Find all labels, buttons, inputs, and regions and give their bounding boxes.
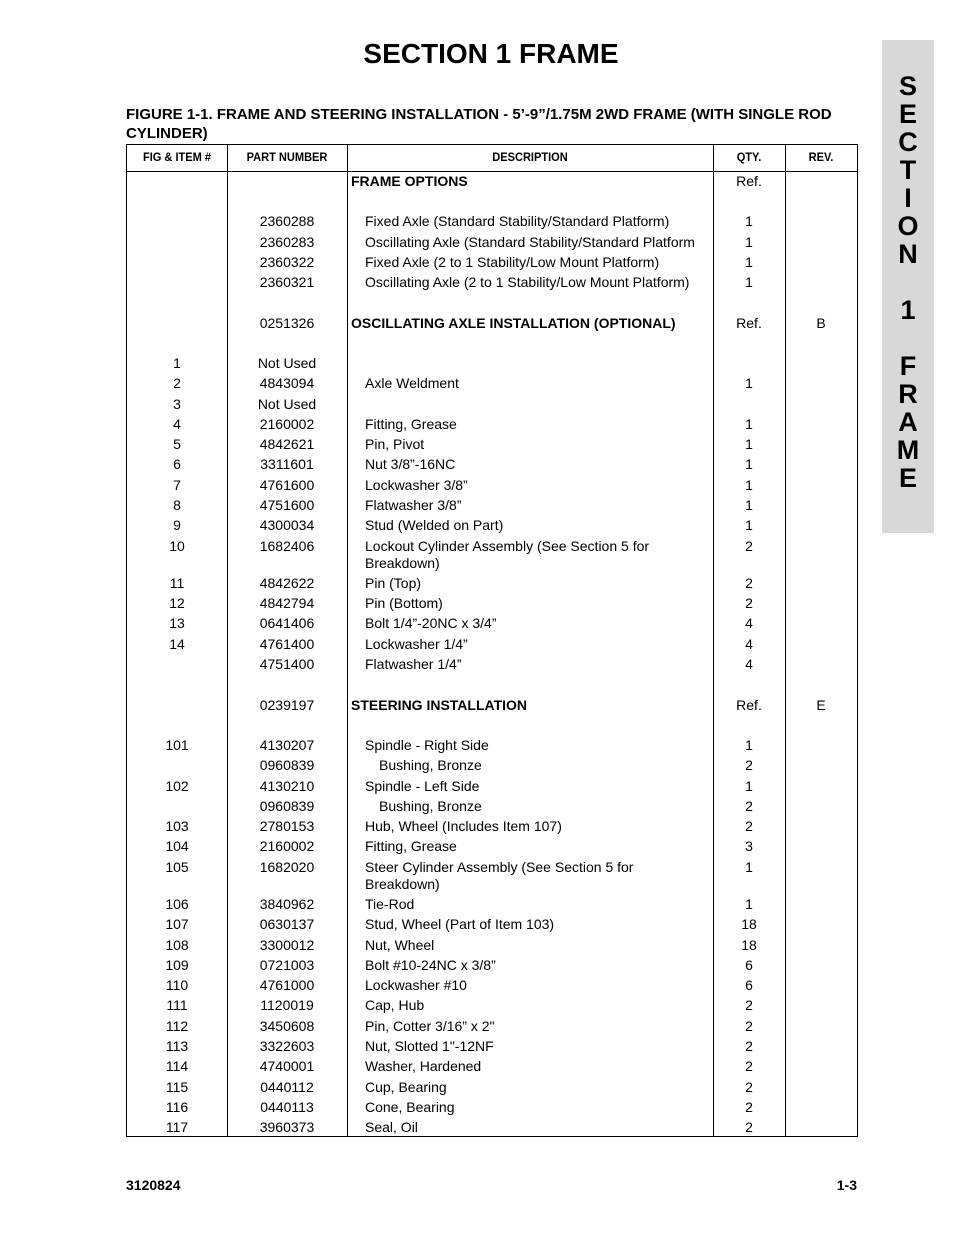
part-number-cell: 0440112 bbox=[260, 1079, 314, 1095]
side-tab-letter: E bbox=[898, 463, 917, 493]
column-divider bbox=[785, 145, 786, 1136]
qty-cell: 4 bbox=[745, 656, 753, 672]
item-number-cell: 4 bbox=[173, 416, 181, 432]
description-cell: Oscillating Axle (2 to 1 Stability/Low Mount Platform) bbox=[365, 274, 690, 290]
description-cell: Lockwasher 3/8” bbox=[365, 477, 468, 493]
part-number-cell: 2360321 bbox=[259, 274, 315, 290]
description-cell: Lockwasher 1/4” bbox=[365, 636, 468, 652]
item-number-cell: 9 bbox=[173, 517, 181, 533]
description-cell: STEERING INSTALLATION bbox=[351, 697, 528, 713]
parts-table bbox=[126, 144, 858, 1137]
qty-cell: 2 bbox=[745, 1038, 753, 1054]
qty-cell: 2 bbox=[745, 1058, 753, 1074]
item-number-cell: 2 bbox=[173, 375, 181, 391]
part-number-cell: 2780153 bbox=[259, 818, 315, 834]
description-cell: Bushing, Bronze bbox=[379, 757, 482, 773]
part-number-cell: Not Used bbox=[257, 355, 317, 371]
side-tab-letter: E bbox=[898, 99, 917, 129]
part-number-cell: 4842794 bbox=[259, 595, 315, 611]
qty-cell: 2 bbox=[745, 997, 753, 1013]
item-number-cell: 105 bbox=[165, 859, 189, 875]
description-cell: Cup, Bearing bbox=[365, 1079, 447, 1095]
part-number-cell: 3322603 bbox=[259, 1038, 315, 1054]
side-tab-letter: F bbox=[899, 351, 917, 381]
side-tab-letter: 1 bbox=[900, 295, 916, 325]
qty-cell: 1 bbox=[745, 859, 753, 875]
item-number-cell: 103 bbox=[165, 818, 189, 834]
side-tab-letter: C bbox=[898, 127, 918, 157]
qty-cell: 2 bbox=[745, 798, 753, 814]
qty-cell: Ref. bbox=[736, 315, 762, 331]
description-cell: Pin (Bottom) bbox=[365, 595, 443, 611]
part-number-cell: 3300012 bbox=[259, 937, 315, 953]
description-cell: Pin, Pivot bbox=[365, 436, 425, 452]
qty-cell: 2 bbox=[745, 1079, 753, 1095]
description-cell: Stud (Welded on Part) bbox=[365, 517, 504, 533]
description-cell: Nut, Wheel bbox=[365, 937, 435, 953]
qty-cell: 6 bbox=[745, 957, 753, 973]
qty-cell: 18 bbox=[741, 916, 757, 932]
part-number-cell: 2360322 bbox=[259, 254, 315, 270]
description-cell: Hub, Wheel (Includes Item 107) bbox=[365, 818, 562, 834]
item-number-cell: 111 bbox=[166, 997, 188, 1013]
part-number-cell: Not Used bbox=[257, 396, 317, 412]
qty-cell: Ref. bbox=[736, 697, 762, 713]
qty-cell: 1 bbox=[745, 456, 753, 472]
description-cell: Flatwasher 1/4” bbox=[365, 656, 462, 672]
part-number-cell: 0960839 bbox=[259, 757, 315, 773]
side-tab-letter bbox=[882, 324, 934, 352]
qty-cell: 1 bbox=[745, 213, 753, 229]
description-cell: Nut, Slotted 1"-12NF bbox=[365, 1038, 494, 1054]
qty-cell: 2 bbox=[745, 1099, 753, 1115]
qty-cell: Ref. bbox=[736, 173, 762, 189]
description-cell: Fitting, Grease bbox=[365, 416, 457, 432]
section-side-tab bbox=[882, 40, 934, 533]
header-fig-item: FIG & ITEM # bbox=[142, 150, 212, 164]
side-tab-letters bbox=[882, 72, 934, 492]
description-cell: Flatwasher 3/8” bbox=[365, 497, 462, 513]
description-cell: Cap, Hub bbox=[365, 997, 425, 1013]
qty-cell: 4 bbox=[745, 615, 753, 631]
item-number-cell: 5 bbox=[173, 436, 181, 452]
qty-cell: 2 bbox=[745, 757, 753, 773]
header-qty: QTY. bbox=[736, 150, 762, 164]
item-number-cell: 112 bbox=[165, 1018, 189, 1034]
item-number-cell: 3 bbox=[173, 396, 181, 412]
item-number-cell: 113 bbox=[165, 1038, 189, 1054]
part-number-cell: 2360288 bbox=[259, 213, 315, 229]
part-number-cell: 2160002 bbox=[259, 416, 315, 432]
part-number-cell: 2160002 bbox=[259, 838, 315, 854]
description-cell: Nut 3/8”-16NC bbox=[365, 456, 456, 472]
description-cell: Oscillating Axle (Standard Stability/Standard Platform bbox=[365, 234, 695, 250]
part-number-cell: 2360283 bbox=[259, 234, 315, 250]
description-cell: FRAME OPTIONS bbox=[351, 173, 468, 189]
part-number-cell: 4130210 bbox=[259, 778, 315, 794]
qty-cell: 1 bbox=[745, 778, 753, 794]
part-number-cell: 4300034 bbox=[259, 517, 315, 533]
side-tab-letter: A bbox=[898, 407, 918, 437]
qty-cell: 1 bbox=[745, 254, 753, 270]
description-cell: Fitting, Grease bbox=[365, 838, 457, 854]
description-cell: Tie-Rod bbox=[365, 896, 415, 912]
document-number: 3120824 bbox=[126, 1177, 181, 1193]
part-number-cell: 4761600 bbox=[259, 477, 315, 493]
side-tab-letter: S bbox=[898, 71, 917, 101]
qty-cell: 2 bbox=[745, 1119, 753, 1135]
description-cell: Fixed Axle (Standard Stability/Standard Platform) bbox=[365, 213, 670, 229]
qty-cell: 4 bbox=[745, 636, 753, 652]
item-number-cell: 7 bbox=[173, 477, 181, 493]
part-number-cell: 4751400 bbox=[259, 656, 315, 672]
item-number-cell: 6 bbox=[173, 456, 181, 472]
description-cell: Lockout Cylinder Assembly (See Section 5 for Breakdown) bbox=[365, 538, 650, 571]
rev-cell: B bbox=[816, 315, 826, 331]
description-cell: Lockwasher #10 bbox=[365, 977, 467, 993]
item-number-cell: 108 bbox=[165, 937, 189, 953]
part-number-cell: 0239197 bbox=[259, 697, 315, 713]
qty-cell: 1 bbox=[745, 436, 753, 452]
item-number-cell: 115 bbox=[165, 1079, 189, 1095]
rev-cell: E bbox=[816, 697, 826, 713]
qty-cell: 2 bbox=[745, 538, 753, 554]
part-number-cell: 4740001 bbox=[259, 1058, 315, 1074]
item-number-cell: 114 bbox=[165, 1058, 189, 1074]
side-tab-letter: O bbox=[897, 211, 919, 241]
item-number-cell: 102 bbox=[165, 778, 189, 794]
page-title: SECTION 1 FRAME bbox=[363, 38, 619, 69]
qty-cell: 1 bbox=[745, 896, 753, 912]
description-cell: Spindle - Right Side bbox=[365, 737, 489, 753]
column-divider bbox=[347, 145, 348, 1136]
item-number-cell: 110 bbox=[165, 977, 189, 993]
part-number-cell: 4761000 bbox=[259, 977, 315, 993]
part-number-cell: 4130207 bbox=[259, 737, 315, 753]
header-part-number: PART NUMBER bbox=[246, 150, 328, 164]
part-number-cell: 1120019 bbox=[260, 997, 314, 1013]
part-number-cell: 1682406 bbox=[259, 538, 315, 554]
item-number-cell: 1 bbox=[173, 355, 181, 371]
qty-cell: 2 bbox=[745, 575, 753, 591]
qty-cell: 1 bbox=[745, 497, 753, 513]
part-number-cell: 0960839 bbox=[259, 798, 315, 814]
description-cell: Pin (Top) bbox=[365, 575, 422, 591]
qty-cell: 2 bbox=[745, 818, 753, 834]
item-number-cell: 12 bbox=[169, 595, 185, 611]
description-cell: Steer Cylinder Assembly (See Section 5 for Breakdown) bbox=[365, 859, 634, 892]
qty-cell: 1 bbox=[745, 517, 753, 533]
description-cell: Cone, Bearing bbox=[365, 1099, 455, 1115]
side-tab-letter bbox=[882, 268, 934, 296]
description-cell: Seal, Oil bbox=[365, 1119, 418, 1135]
qty-cell: 1 bbox=[745, 737, 753, 753]
table-header bbox=[127, 145, 857, 172]
header-description: DESCRIPTION bbox=[492, 150, 568, 164]
item-number-cell: 8 bbox=[173, 497, 181, 513]
item-number-cell: 10 bbox=[169, 538, 185, 554]
part-number-cell: 1682020 bbox=[259, 859, 315, 875]
item-number-cell: 104 bbox=[165, 838, 189, 854]
qty-cell: 18 bbox=[741, 937, 757, 953]
side-tab-letter: T bbox=[899, 155, 917, 185]
part-number-cell: 0630137 bbox=[259, 916, 315, 932]
part-number-cell: 0721003 bbox=[259, 957, 315, 973]
item-number-cell: 13 bbox=[169, 615, 185, 631]
page-number: 1-3 bbox=[836, 1177, 857, 1193]
part-number-cell: 0251326 bbox=[259, 315, 315, 331]
description-cell: Stud, Wheel (Part of Item 103) bbox=[365, 916, 555, 932]
description-cell: OSCILLATING AXLE INSTALLATION (OPTIONAL) bbox=[351, 315, 676, 331]
item-number-cell: 11 bbox=[169, 575, 185, 591]
description-cell: Bolt 1/4”-20NC x 3/4” bbox=[365, 615, 497, 631]
side-tab-letter: R bbox=[898, 379, 918, 409]
part-number-cell: 3840962 bbox=[259, 896, 315, 912]
item-number-cell: 14 bbox=[169, 636, 185, 652]
qty-cell: 2 bbox=[745, 595, 753, 611]
description-cell: Bushing, Bronze bbox=[379, 798, 482, 814]
description-cell: Pin, Cotter 3/16” x 2" bbox=[365, 1018, 495, 1034]
part-number-cell: 0440113 bbox=[260, 1099, 314, 1115]
part-number-cell: 4751600 bbox=[259, 497, 315, 513]
part-number-cell: 4842622 bbox=[259, 575, 315, 591]
part-number-cell: 0641406 bbox=[259, 615, 315, 631]
description-cell: Spindle - Left Side bbox=[365, 778, 480, 794]
description-cell: Axle Weldment bbox=[365, 375, 459, 391]
figure-caption: FIGURE 1-1. FRAME AND STEERING INSTALLATION - 5’-9”/1.75M 2WD FRAME (WITH SINGLE ROD CYLINDER) bbox=[126, 106, 832, 142]
item-number-cell: 106 bbox=[165, 896, 189, 912]
qty-cell: 3 bbox=[745, 838, 753, 854]
qty-cell: 6 bbox=[745, 977, 753, 993]
part-number-cell: 4842621 bbox=[259, 436, 315, 452]
item-number-cell: 116 bbox=[165, 1099, 189, 1115]
description-cell: Fixed Axle (2 to 1 Stability/Low Mount Platform) bbox=[365, 254, 660, 270]
part-number-cell: 4761400 bbox=[259, 636, 315, 652]
qty-cell: 1 bbox=[745, 416, 753, 432]
side-tab-letter: I bbox=[904, 183, 912, 213]
item-number-cell: 101 bbox=[165, 737, 189, 753]
part-number-cell: 3450608 bbox=[259, 1018, 315, 1034]
header-rev: REV. bbox=[808, 150, 834, 164]
qty-cell: 1 bbox=[745, 234, 753, 250]
qty-cell: 1 bbox=[745, 477, 753, 493]
part-number-cell: 4843094 bbox=[259, 375, 315, 391]
item-number-cell: 117 bbox=[165, 1119, 189, 1135]
qty-cell: 2 bbox=[745, 1018, 753, 1034]
part-number-cell: 3960373 bbox=[259, 1119, 315, 1135]
part-number-cell: 3311601 bbox=[260, 456, 314, 472]
qty-cell: 1 bbox=[745, 375, 753, 391]
description-cell: Bolt #10-24NC x 3/8” bbox=[365, 957, 496, 973]
side-tab-letter: M bbox=[896, 435, 920, 465]
side-tab-letter: N bbox=[898, 239, 918, 269]
qty-cell: 1 bbox=[745, 274, 753, 290]
item-number-cell: 109 bbox=[165, 957, 189, 973]
description-cell: Washer, Hardened bbox=[365, 1058, 482, 1074]
item-number-cell: 107 bbox=[165, 916, 189, 932]
